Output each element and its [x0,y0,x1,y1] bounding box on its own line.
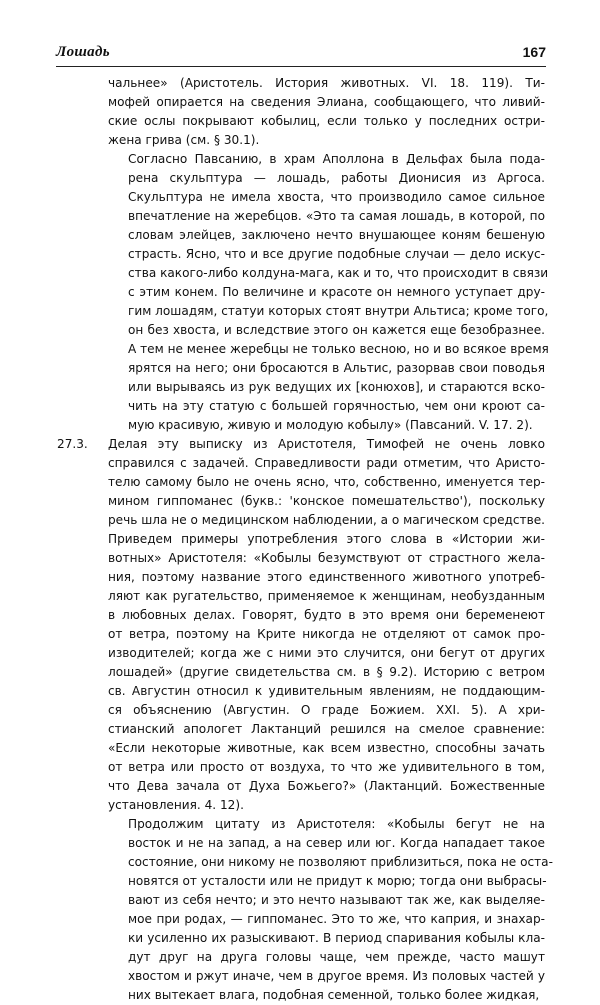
paragraph-4 [108,815,553,1005]
text-line: словам элейцев, заключено нечто внушающее коням бешеную [128,228,545,242]
paragraph-3 [57,435,546,815]
header-rule [56,66,546,67]
paragraph-2 [108,150,549,435]
text-line: ские ослы покрывают кобылиц, если только у последних остри- [108,114,545,128]
text-line: с этим конем. По величине и красоте он немного уступает дру- [128,285,545,299]
text-line: вают из себя нечто; и это нечто называют так же, как выделяе- [128,893,545,907]
section-number: 27.3. [57,437,88,451]
text-line: гим лошадям, статуи которых стоят внутри Альтиса; кроме того, [128,304,549,318]
paragraph-text [108,74,545,150]
text-line: ярятся на него; они бросаются в Альтис, разорвав свои поводья [128,361,545,375]
text-line: восток и не на запад, а на север или юг. Когда нападает такое [128,836,545,850]
text-line: мином гиппоманес (букв.: 'конское помешательство'), поскольку [108,494,545,508]
paragraph-1 [108,74,545,150]
paragraph-text [108,435,545,815]
page-body [57,74,553,1005]
paragraph-text [108,150,549,435]
text-line: мофей опирается на сведения Элиана, сообщающего, что ливий- [108,95,545,109]
text-line: стианский апологет Лактанций решился на смелое сравнение: [108,722,545,736]
text-line: ляют как ругательство, применяемое к женщинам, необузданным [108,589,545,603]
page-number: 167 [522,44,546,60]
text-line: от ветра или просто от воздуха, то что же удивительного в том, [108,760,545,774]
text-line: новятся от усталости или не придут к морю; тогда они выбрасы- [128,874,547,888]
text-line: ся объяснению (Августин. О граде Божием. XXI. 5). А хри- [108,703,545,717]
text-line: А тем не менее жеребцы не только весною, но и во всякое время [128,342,549,356]
running-title: Лошадь [56,44,110,60]
text-line: ства какого-либо колдуна-мага, как и то, что происходит в связи [128,266,549,280]
text-line: установления. 4. 12). [108,798,244,812]
text-line: св. Августин относил к удивительным явлениям, не поддающим- [108,684,545,698]
text-line: дут друг на друга головы чаще, чем прежде, часто машут [128,950,545,964]
text-line: телю самому было не очень ясно, что, собственно, именуется тер- [108,475,545,489]
text-line: рена скульптура — лошадь, работы Дионисия из Аргоса. [128,171,545,185]
text-line: них вытекает влага, подобная семенной, только более жидкая, [128,988,540,1002]
text-line: состояние, они никому не позволяют приблизиться, пока не оста- [128,855,553,869]
text-line: он без хвоста, и вследствие этого он кажется еще безобразнее. [128,323,545,337]
text-line: хвостом и ржут иначе, чем в другое время. Из половых частей у [128,969,545,983]
text-line: впечатление на жеребцов. «Это та самая лошадь, в которой, по [128,209,545,223]
text-line: чальнее» (Аристотель. История животных. VI. 18. 119). Ти- [108,76,545,90]
text-line: от ветра, поэтому на Крите никогда не отделяют от самок про- [108,627,545,641]
text-line: Приведем примеры употребления этого слова в «Истории жи- [108,532,545,546]
text-line: Скульптура не имела хвоста, что производило самое сильное [128,190,545,204]
text-line: изводителей; когда же с ними это случится, они бегут от других [108,646,545,660]
text-line: справился с задачей. Справедливости ради отметим, что Аристо- [108,456,545,470]
text-line: что Дева зачала от Духа Божьего?» (Лактанций. Божественные [108,779,545,793]
paragraph-text [108,815,553,1005]
text-line: чить на эту статую с большей горячностью, чем они кроют са- [128,399,545,413]
text-line: лошадей» (другие свидетельства см. в § 9.2). Историю с ветром [108,665,545,679]
text-line: в любовных делах. Говорят, будто в это время они беременеют [108,608,545,622]
text-line: страсть. Ясно, что и все другие подобные случаи — дело искус- [128,247,545,261]
text-line: мое при родах, — гиппоманес. Это то же, что каприя, и знахар- [128,912,545,926]
text-line: Делая эту выписку из Аристотеля, Тимофей не очень ловко [108,437,545,451]
text-line: или вырываясь из рук ведущих их [конюхов], и стараются вско- [128,380,545,394]
text-line: вотных» Аристотеля: «Кобылы безумствуют от страстного жела- [108,551,545,565]
text-line: жена грива (см. § 30.1). [108,133,260,147]
text-line: мую красивую, живую и молодую кобылу» (Павсаний. V. 17. 2). [128,418,533,432]
text-line: ки усиленно их разыскивают. В период спаривания кобылы кла- [128,931,545,945]
page-header [56,44,546,64]
text-line: Продолжим цитату из Аристотеля: «Кобылы бегут не на [128,817,545,831]
text-line: «Если некоторые животные, как всем известно, способны зачать [108,741,545,755]
text-line: ния, поэтому название этого единственного животного употреб- [108,570,545,584]
text-line: Согласно Павсанию, в храм Аполлона в Дельфах была пода- [128,152,545,166]
text-line: речь шла не о медицинском наблюдении, а о магическом средстве. [108,513,546,527]
